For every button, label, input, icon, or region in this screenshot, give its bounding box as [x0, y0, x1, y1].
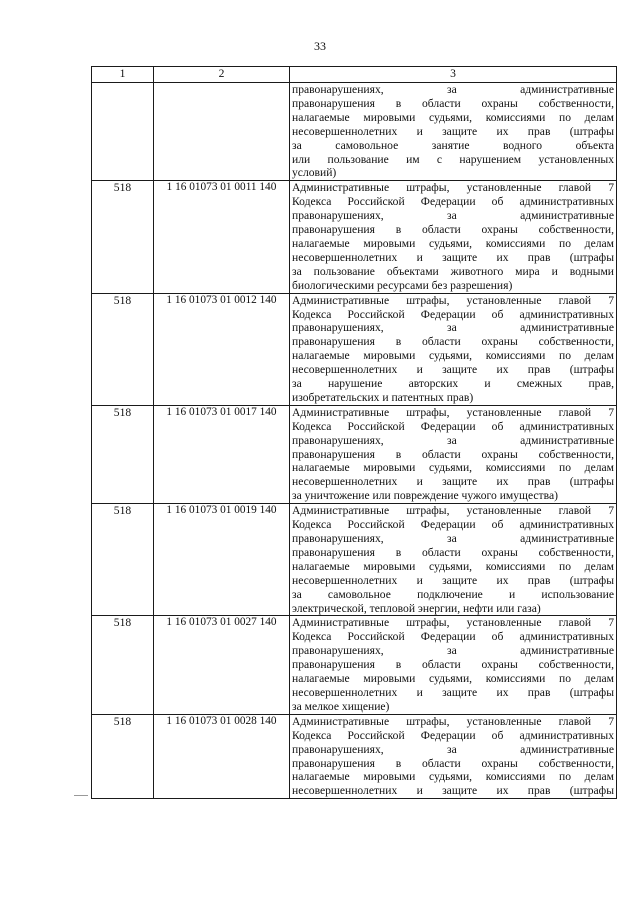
description-line: правонарушениях, за административные	[292, 321, 614, 335]
admin-code-cell: 518	[92, 181, 154, 293]
description-line: правонарушения в области охраны собственности,	[292, 335, 614, 349]
description-line: налагаемые мировыми судьями, комиссиями по делам	[292, 672, 614, 686]
description-line: Кодекса Российской Федерации об административных	[292, 630, 614, 644]
description-line: налагаемые мировыми судьями, комиссиями по делам	[292, 770, 614, 784]
description-line: Административные штрафы, установленные главой 7	[292, 504, 614, 518]
description-line: налагаемые мировыми судьями, комиссиями по делам	[292, 236, 614, 250]
budget-code-cell: 1 16 01073 01 0011 140	[154, 181, 290, 293]
budget-classification-table	[91, 66, 617, 799]
description-cell	[290, 83, 617, 181]
description-cell	[290, 714, 617, 798]
description-line: Кодекса Российской Федерации об административных	[292, 307, 614, 321]
budget-code-cell: 1 16 01073 01 0012 140	[154, 293, 290, 405]
description-line: правонарушениях, за административные	[292, 83, 614, 96]
column-header-2: 2	[154, 67, 290, 83]
description-line: или пользование им с нарушением установленных	[292, 152, 614, 166]
description-line: правонарушениях, за административные	[292, 209, 614, 223]
description-line: несовершеннолетних и защите их прав (штрафы	[292, 685, 614, 699]
budget-code-cell: 1 16 01073 01 0019 140	[154, 504, 290, 616]
description-line: Административные штрафы, установленные главой 7	[292, 293, 614, 307]
table-body	[92, 83, 617, 799]
description-line: за мелкое хищение)	[292, 699, 390, 713]
description-cell	[290, 405, 617, 503]
description-line: правонарушениях, за административные	[292, 742, 614, 756]
description-line: несовершеннолетних и защите их прав (штрафы	[292, 363, 614, 377]
column-header-3: 3	[290, 67, 617, 83]
description-line: Кодекса Российской Федерации об административных	[292, 419, 614, 433]
description-line: правонарушения в области охраны собственности,	[292, 545, 614, 559]
admin-code-cell: 518	[92, 616, 154, 714]
column-header-1: 1	[92, 67, 154, 83]
table-row	[92, 83, 617, 181]
admin-code-cell: 518	[92, 504, 154, 616]
description-cell	[290, 504, 617, 616]
description-line: правонарушения в области охраны собственности,	[292, 96, 614, 110]
page-number: 33	[314, 39, 326, 53]
description-line: налагаемые мировыми судьями, комиссиями по делам	[292, 461, 614, 475]
description-line: биологическими ресурсами без разрешения)	[292, 278, 513, 292]
description-line: за самовольное занятие водного объекта	[292, 138, 614, 152]
description-line: Административные штрафы, установленные главой 7	[292, 714, 614, 728]
description-line: несовершеннолетних и защите их прав (штрафы	[292, 250, 614, 264]
description-line: условий)	[292, 166, 337, 180]
description-line: Административные штрафы, установленные главой 7	[292, 181, 614, 195]
description-cell	[290, 181, 617, 293]
description-line: Административные штрафы, установленные главой 7	[292, 616, 614, 630]
description-line: правонарушениях, за административные	[292, 532, 614, 545]
description-line: правонарушениях, за административные	[292, 644, 614, 658]
description-cell	[290, 616, 617, 714]
description-line: налагаемые мировыми судьями, комиссиями по делам	[292, 559, 614, 573]
table-row	[92, 181, 617, 293]
admin-code-cell: 518	[92, 405, 154, 503]
description-line: за уничтожение или повреждение чужого имущества)	[292, 489, 558, 503]
description-cell	[290, 293, 617, 405]
description-line: за самовольное подключение и использование	[292, 587, 614, 601]
description-line: правонарушения в области охраны собственности,	[292, 447, 614, 461]
description-line: несовершеннолетних и защите их прав (штрафы	[292, 475, 614, 489]
description-line: налагаемые мировыми судьями, комиссиями по делам	[292, 110, 614, 124]
description-line: налагаемые мировыми судьями, комиссиями по делам	[292, 349, 614, 363]
description-line: Кодекса Российской Федерации об административных	[292, 195, 614, 209]
description-line: Кодекса Российской Федерации об административных	[292, 518, 614, 532]
table-row	[92, 293, 617, 405]
table-row	[92, 504, 617, 616]
description-line: за пользование объектами животного мира и водными	[292, 264, 614, 278]
description-line: за нарушение авторских и смежных прав,	[292, 377, 614, 391]
table-header-row	[92, 67, 617, 83]
description-line: несовершеннолетних и защите их прав (штрафы	[292, 124, 614, 138]
budget-code-cell: 1 16 01073 01 0028 140	[154, 714, 290, 798]
description-line: несовершеннолетних и защите их прав (штрафы	[292, 573, 614, 587]
budget-code-cell: 1 16 01073 01 0017 140	[154, 405, 290, 503]
description-line: электрической, тепловой энергии, нефти или газа)	[292, 601, 541, 615]
description-line: изобретательских и патентных прав)	[292, 390, 474, 404]
description-line: правонарушения в области охраны собственности,	[292, 223, 614, 237]
description-line: правонарушениях, за административные	[292, 433, 614, 447]
description-line: правонарушения в области охраны собственности,	[292, 756, 614, 770]
budget-code-cell	[154, 83, 290, 181]
description-line: Административные штрафы, установленные главой 7	[292, 405, 614, 419]
description-line: Кодекса Российской Федерации об административных	[292, 728, 614, 742]
admin-code-cell	[92, 83, 154, 181]
admin-code-cell: 518	[92, 714, 154, 798]
admin-code-cell: 518	[92, 293, 154, 405]
scan-artifact-mark	[74, 795, 88, 796]
table-row	[92, 405, 617, 503]
table-row	[92, 714, 617, 798]
table-row	[92, 616, 617, 714]
budget-code-cell: 1 16 01073 01 0027 140	[154, 616, 290, 714]
description-line: правонарушения в области охраны собственности,	[292, 658, 614, 672]
description-line: несовершеннолетних и защите их прав (штрафы	[292, 784, 614, 798]
